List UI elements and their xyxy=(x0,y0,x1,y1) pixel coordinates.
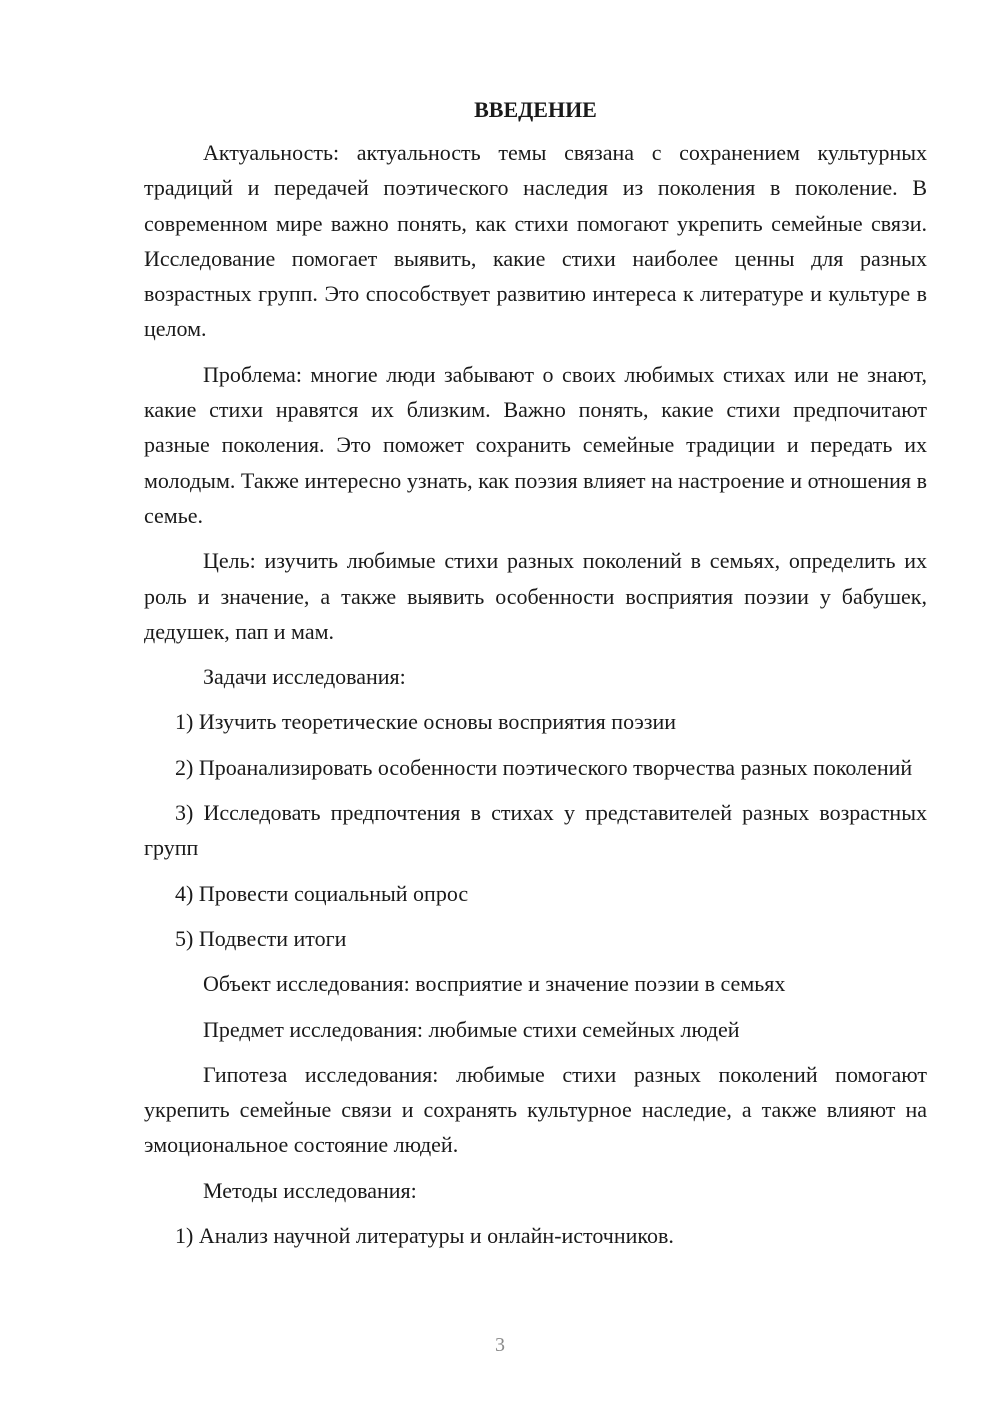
goal-paragraph: Цель: изучить любимые стихи разных поколений в семьях, определить их роль и значение, а также выявить особенности восприятия поэзии у бабушек, дедушек, пап и мам. xyxy=(144,548,927,644)
tasks-heading: Задачи исследования: xyxy=(203,664,406,690)
task-item-1: 1) Изучить теоретические основы восприятия поэзии xyxy=(175,709,677,735)
page-number: 3 xyxy=(495,1334,505,1356)
problem-paragraph: Проблема: многие люди забывают о своих любимых стихах или не знают, какие стихи нравятся их близким. Важно понять, какие стихи предпочитают разные поколения. Это поможет сохранить семейные традиции и передать их молодым. Также интересно узнать, как поэзия влияет на настроение и отношения в семье. xyxy=(144,361,927,528)
task-item-3: 3) Исследовать предпочтения в стихах у представителей разных возрастных групп xyxy=(144,800,927,861)
subject-paragraph: Предмет исследования: любимые стихи семейных людей xyxy=(203,1016,740,1042)
task-item-4: 4) Провести социальный опрос xyxy=(175,880,469,906)
hypothesis-paragraph: Гипотеза исследования: любимые стихи разных поколений помогают укрепить семейные связи и сохранять культурное наследие, а также влияют на эмоциональное состояние людей. xyxy=(144,1061,927,1158)
section-title: ВВЕДЕНИЕ xyxy=(474,97,597,122)
relevance-paragraph: Актуальность: актуальность темы связана с сохранением культурных традиций и передачей поэтического наследия из поколения в поколение. В современном мире важно понять, как стихи помогают укрепить семейные связи. Исследование помогает выявить, какие стихи наиболее ценны для разных возрастных групп. Это способствует развитию интереса к литературе и культуре в целом. xyxy=(144,140,927,342)
page-content xyxy=(144,95,927,1263)
task-item-2: 2) Проанализировать особенности поэтического творчества разных поколений xyxy=(175,754,913,780)
methods-heading: Методы исследования: xyxy=(203,1177,417,1203)
object-paragraph: Объект исследования: восприятие и значение поэзии в семьях xyxy=(203,971,786,997)
task-item-5: 5) Подвести итоги xyxy=(175,925,347,951)
method-item-1: 1) Анализ научной литературы и онлайн-источников. xyxy=(175,1223,674,1249)
